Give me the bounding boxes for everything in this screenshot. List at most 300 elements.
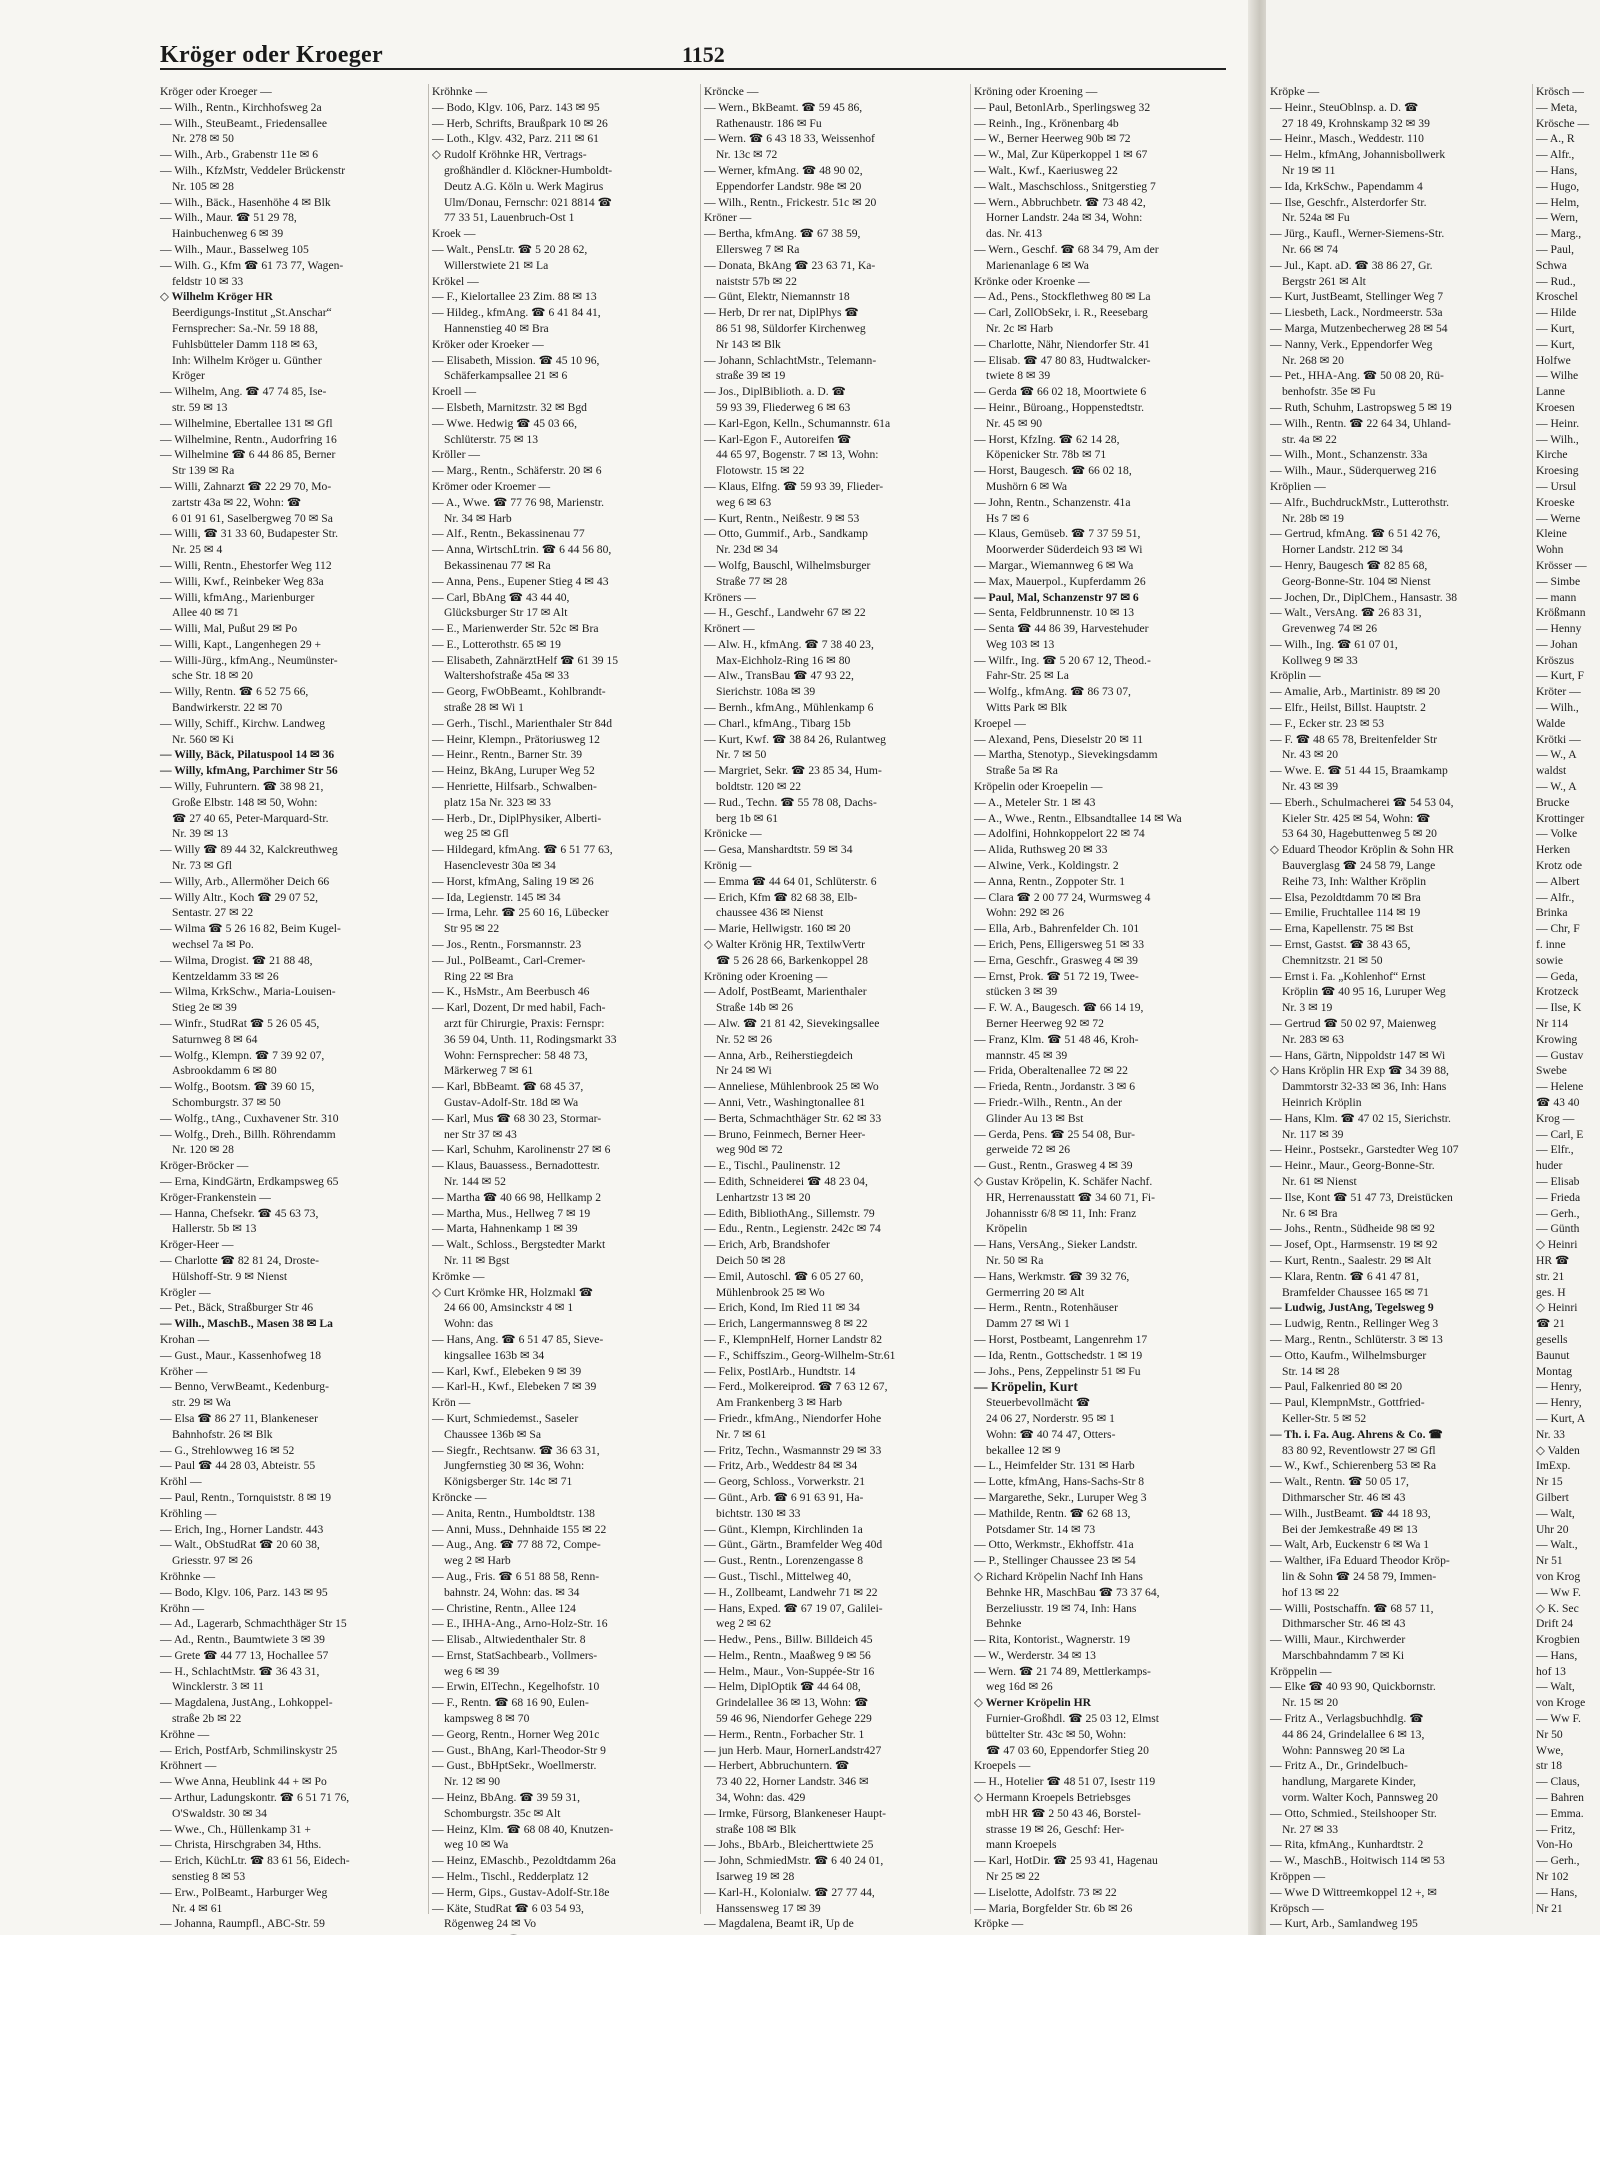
directory-entry: Von-Ho <box>1536 1838 1573 1852</box>
directory-entry: — Aug., Ang. ☎ 77 88 72, Compe- <box>432 1538 601 1552</box>
directory-entry: ◇ K. Sec <box>1536 1601 1579 1615</box>
directory-entry: — Wwe. E. ☎ 51 44 15, Braamkamp <box>1270 764 1448 778</box>
directory-entry: — Kurt, <box>1536 321 1575 335</box>
directory-entry: — Marie, Hellwigstr. 160 ✉ 20 <box>704 922 851 936</box>
entry-continuation: 24 66 00, Amsinckstr 4 ✉ 1 <box>444 1301 574 1315</box>
page-header <box>160 38 1226 70</box>
directory-entry: — Willi, Postschaffn. ☎ 68 57 11, <box>1270 1601 1434 1615</box>
directory-entry: — Clara ☎ 2 00 77 24, Wurmsweg 4 <box>974 890 1151 904</box>
directory-entry: Krösser — <box>1536 558 1587 572</box>
directory-entry: — Wolfg., tAng., Cuxhavener Str. 310 <box>160 1111 339 1125</box>
directory-entry: Schwa <box>1536 258 1567 272</box>
entry-continuation: benhofstr. 35e ✉ Fu <box>1282 385 1376 399</box>
directory-entry: — Ernst, StatSachbearb., Vollmers- <box>432 1648 598 1662</box>
entry-continuation: Moorwerder Süderdeich 93 ✉ Wi <box>986 543 1143 557</box>
directory-entry: — Walt, Arb, Euckenstr 6 ✉ Wa 1 <box>1270 1538 1430 1552</box>
directory-entry: Nr. 33 <box>1536 1427 1565 1441</box>
directory-entry: — Josef, Opt., Harmsenstr. 19 ✉ 92 <box>1270 1238 1438 1252</box>
directory-entry: — Georg, FwObBeamt., Kohlbrandt- <box>432 685 606 699</box>
directory-entry: Kröppen — <box>1270 1870 1326 1884</box>
directory-entry: — Mathilde, Rentn. ☎ 62 68 13, <box>974 1506 1131 1520</box>
entry-continuation: Reihe 73, Inh: Walther Kröplin <box>1282 874 1427 888</box>
directory-entry: — Gustav <box>1536 1048 1584 1062</box>
directory-entry: Kröhnke — <box>432 85 488 98</box>
directory-entry: — Amalie, Arb., Martinistr. 89 ✉ 20 <box>1270 685 1441 699</box>
directory-entry: — Anna, WirtschLtrin. ☎ 6 44 56 80, <box>432 543 612 557</box>
directory-entry: — P., Stellinger Chaussee 23 ✉ 54 <box>974 1554 1136 1568</box>
directory-column-3 <box>704 84 965 1931</box>
directory-entry: Kroschel <box>1536 290 1578 304</box>
directory-entry: — Loth., Klgv. 432, Parz. 211 ✉ 61 <box>432 132 599 146</box>
directory-entry: — Johanna, Raumpfl., ABC-Str. 59 <box>160 1917 325 1931</box>
directory-entry: Nr 21 <box>1536 1901 1563 1915</box>
directory-entry: — Alw. H., kfmAng. ☎ 7 38 40 23, <box>704 637 874 651</box>
directory-entry: — Maria, Borgfelder Str. 6b ✉ 26 <box>974 1901 1133 1915</box>
entry-continuation: Inh: Wilhelm Kröger u. Günther <box>172 353 322 367</box>
entry-continuation: Str 95 ✉ 22 <box>444 922 500 936</box>
directory-entry: — Horst, Postbeamt, Langenrehm 17 <box>974 1332 1148 1346</box>
directory-entry: — Wilhelmine, Ebertallee 131 ✉ Gfl <box>160 416 333 430</box>
directory-entry: — Willi, Rentn., Ehestorfer Weg 112 <box>160 558 332 572</box>
entry-continuation: Nr. 34 ✉ Harb <box>444 511 512 525</box>
directory-entry: Brucke <box>1536 795 1570 809</box>
directory-entry: — Willi, Maur., Kirchwerder <box>1270 1633 1406 1647</box>
directory-entry: — John, Rentn., Schanzenstr. 41a <box>974 495 1131 509</box>
directory-column-5 <box>1270 84 1528 1931</box>
directory-entry: — Heinr., Postsekr., Garstedter Weg 107 <box>1270 1143 1459 1157</box>
directory-entry: Kröppelin — <box>1270 1664 1332 1678</box>
directory-entry: — Elfr., <box>1536 1143 1574 1157</box>
directory-entry: — Helm., kfmAng, Johannisbollwerk <box>1270 148 1446 162</box>
entry-continuation: 44 65 97, Bogenstr. 7 ✉ 13, Wohn: <box>716 448 879 462</box>
directory-entry: — Ludwig, Rentn., Rellinger Weg 3 <box>1270 1317 1439 1331</box>
directory-entry: — Heinr., Rentn., Barner Str. 39 <box>432 748 583 762</box>
directory-entry: — Walt., <box>1536 1538 1578 1552</box>
directory-entry: — Heinz, EMaschb., Pezoldtdamm 26a <box>432 1854 616 1868</box>
directory-entry: — Wilma ☎ 5 26 16 82, Beim Kugel- <box>160 922 341 936</box>
directory-entry: Kröpke — <box>1270 85 1320 98</box>
directory-entry: Kroepels — <box>974 1759 1031 1773</box>
directory-entry: Krösche — <box>1536 116 1590 130</box>
directory-entry: — Ww F. <box>1536 1585 1581 1599</box>
directory-entry: — Fritz, <box>1536 1822 1576 1836</box>
directory-entry: Nr 50 <box>1536 1727 1563 1741</box>
directory-entry: Kröncke — <box>704 85 759 98</box>
directory-entry: — Wilh., Mont., Schanzenstr. 33a <box>1270 448 1428 462</box>
directory-entry: Krösch — <box>1536 85 1584 98</box>
directory-entry: — Heinr., Masch., Weddestr. 110 <box>1270 132 1424 146</box>
directory-entry: Kröpelin oder Kroepelin — <box>974 780 1103 794</box>
directory-entry: Kroepel — <box>974 716 1026 730</box>
directory-entry: — Hans, Exped. ☎ 67 19 07, Galilei- <box>704 1601 883 1615</box>
directory-entry: — Elsbeth, Marnitzstr. 32 ✉ Bgd <box>432 400 587 414</box>
entry-continuation: Saturnweg 8 ✉ 64 <box>172 1032 258 1046</box>
entry-continuation: Isarweg 19 ✉ 28 <box>716 1870 795 1884</box>
directory-entry: — Wilh., <box>1536 432 1579 446</box>
entry-continuation: Chaussee 136b ✉ Sa <box>444 1427 541 1441</box>
entry-continuation: Fernsprecher: Sa.-Nr. 59 18 88, <box>172 321 318 335</box>
directory-entry: — Wwe D Wittreemkoppel 12 +, ✉ <box>1270 1885 1438 1899</box>
directory-entry: — Erna, KindGärtn, Erdkampsweg 65 <box>160 1174 339 1188</box>
directory-entry: — Frieda <box>1536 1190 1581 1204</box>
directory-entry: — Willi, Mal, Pußut 29 ✉ Po <box>160 622 298 636</box>
directory-entry: Kröhn — <box>160 1601 205 1615</box>
directory-entry: — Willy, Fuhruntern. ☎ 38 98 21, <box>160 780 324 794</box>
directory-entry: — Ww F. <box>1536 1712 1581 1726</box>
entry-continuation: Fuhlsbütteler Damm 118 ✉ 63, <box>172 337 318 351</box>
entry-continuation: Nr. 4 ✉ 61 <box>172 1901 223 1915</box>
directory-entry: f. inne <box>1536 938 1566 952</box>
entry-continuation: Kentzeldamm 33 ✉ 26 <box>172 969 279 983</box>
entry-continuation: Nr 24 ✉ Wi <box>716 1064 772 1078</box>
directory-entry: Kröpsch — <box>1270 1901 1324 1915</box>
entry-continuation: Nr. 7 ✉ 61 <box>716 1427 767 1441</box>
directory-entry: — Willy, Arb., Allermöher Deich 66 <box>160 874 330 888</box>
directory-entry: — Johann, SchlachtMstr., Telemann- <box>704 353 877 367</box>
entry-continuation: Berzeliusstr. 19 ✉ 74, Inh: Hans <box>986 1601 1137 1615</box>
directory-entry: — Willy ☎ 89 44 32, Kalckreuthweg <box>160 843 338 857</box>
entry-continuation: Flotowstr. 15 ✉ 22 <box>716 464 805 478</box>
directory-entry: — Gertrud, kfmAng. ☎ 6 51 42 76, <box>1270 527 1441 541</box>
directory-entry: — Ilse, Geschfr., Alsterdorfer Str. <box>1270 195 1427 209</box>
entry-continuation: ner Str 37 ✉ 43 <box>444 1127 517 1141</box>
entry-continuation: 73 40 22, Horner Landstr. 346 ✉ <box>716 1775 869 1789</box>
directory-entry: — Marg., <box>1536 227 1582 241</box>
entry-continuation: Asbrookdamm 6 ✉ 80 <box>172 1064 277 1078</box>
directory-entry: — Horst, kfmAng, Saling 19 ✉ 26 <box>432 874 594 888</box>
entry-continuation: Nr. 11 ✉ Bgst <box>444 1253 510 1267</box>
directory-column-6 <box>1536 84 1600 1914</box>
directory-entry: — Arthur, Ladungskontr. ☎ 6 51 71 76, <box>160 1791 350 1805</box>
entry-continuation: platz 15a Nr. 323 ✉ 33 <box>444 795 551 809</box>
entry-continuation: Nr. 6 ✉ Bra <box>1282 1206 1338 1220</box>
directory-entry: — Gust., Maur., Kassenhofweg 18 <box>160 1348 322 1362</box>
entry-continuation: Nr. 7 ✉ 50 <box>716 748 767 762</box>
directory-entry: Nr 102 <box>1536 1870 1569 1884</box>
directory-entry: — Henriette, Hilfsarb., Schwalben- <box>432 780 597 794</box>
directory-entry: Krog — <box>1536 1111 1575 1125</box>
directory-entry: — Wilh., KfzMstr, Veddeler Brückenstr <box>160 163 346 177</box>
directory-entry: — Helm, DiplOptik ☎ 44 64 08, <box>704 1680 861 1694</box>
directory-entry: — Käte, StudRat ☎ 6 03 54 93, <box>432 1901 584 1915</box>
directory-entry: — Christa, Hirschgraben 34, Hths. <box>160 1838 322 1852</box>
entry-continuation: 59 93 39, Fliederweg 6 ✉ 63 <box>716 400 851 414</box>
entry-continuation: Nr. 45 ✉ 90 <box>986 416 1043 430</box>
directory-entry: — Wern. ☎ 6 43 18 33, Weissenhof <box>704 132 875 146</box>
directory-entry: — Wolfg., Klempn. ☎ 7 39 92 07, <box>160 1048 325 1062</box>
directory-entry: — Martha, Mus., Hellweg 7 ✉ 19 <box>432 1206 591 1220</box>
entry-continuation: str. 59 ✉ 13 <box>172 400 228 414</box>
directory-entry: — Günt, Elektr, Niemannstr 18 <box>704 290 850 304</box>
directory-entry: Kroek — <box>432 227 476 241</box>
directory-entry: — Kurt, Rentn., Saalestr. 29 ✉ Alt <box>1270 1253 1432 1267</box>
directory-entry: — Klaus, Bauassess., Bernadottestr. <box>432 1159 600 1173</box>
directory-entry: — Wern., Abbruchbetr. ☎ 73 48 42, <box>974 195 1146 209</box>
directory-entry: ◇ Richard Kröpelin Nachf Inh Hans <box>974 1569 1143 1583</box>
directory-entry: — Christine, Rentn., Allee 124 <box>432 1601 576 1615</box>
entry-continuation: Bramfelder Chaussee 165 ✉ 71 <box>1282 1285 1429 1299</box>
entry-continuation: Weg 103 ✉ 13 <box>986 637 1055 651</box>
entry-continuation: weg 90d ✉ 72 <box>716 1143 783 1157</box>
directory-entry: ◇ Curt Krömke HR, Holzmakl ☎ <box>432 1285 594 1299</box>
directory-entry: — Bodo, Klgv. 106, Parz. 143 ✉ 95 <box>160 1585 328 1599</box>
entry-continuation: str. 29 ✉ Wa <box>172 1396 231 1410</box>
directory-entry: — F., KlempnHelf, Horner Landstr 82 <box>704 1332 883 1346</box>
directory-entry: — Paul, BetonlArb., Sperlingsweg 32 <box>974 100 1151 114</box>
directory-entry: — Paul, Falkenried 80 ✉ 20 <box>1270 1380 1403 1394</box>
entry-continuation: Georg-Bonne-Str. 104 ✉ Nienst <box>1282 574 1431 588</box>
entry-continuation: mannstr. 45 ✉ 39 <box>986 1048 1068 1062</box>
directory-entry: — Wilh., Maur., Basselweg 105 <box>160 242 309 256</box>
directory-entry: — Kurt, <box>1536 337 1575 351</box>
directory-entry: — Karl-H., Kwf., Elebeken 7 ✉ 39 <box>432 1380 597 1394</box>
directory-entry: Krohan — <box>160 1332 210 1346</box>
directory-entry: — Berta, Schmachthäger Str. 62 ✉ 33 <box>704 1111 882 1125</box>
directory-entry: Kröning oder Kroening — <box>974 85 1098 98</box>
entry-continuation: handlung, Margarete Kinder, <box>1282 1775 1416 1789</box>
directory-entry: Kröger-Frankenstein — <box>160 1190 271 1204</box>
entry-continuation: Sierichstr. 108a ✉ 39 <box>716 685 816 699</box>
entry-continuation: Nr. 2c ✉ Harb <box>986 321 1054 335</box>
directory-entry: — L., Heimfelder Str. 131 ✉ Harb <box>974 1459 1135 1473</box>
directory-entry: ges. H <box>1536 1285 1566 1299</box>
directory-entry: — Willi, kfmAng., Marienburger <box>160 590 315 604</box>
entry-continuation: HR, Herrenausstatt ☎ 34 60 71, Fi- <box>986 1190 1156 1204</box>
entry-continuation: Nr. 3 ✉ 19 <box>1282 1001 1333 1015</box>
directory-entry: — Erich, Kfm ☎ 82 68 38, Elb- <box>704 890 858 904</box>
directory-entry: — Wilhe <box>1536 369 1579 383</box>
column-divider <box>1532 84 1533 1914</box>
directory-entry: — Charl., kfmAng., Tibarg 15b <box>704 716 851 730</box>
directory-entry: — Ella, Arb., Bahrenfelder Ch. 101 <box>974 922 1140 936</box>
directory-entry: — F., Rentn. ☎ 68 16 90, Eulen- <box>432 1696 589 1710</box>
directory-entry: — Georg, Schloss., Vorwerkstr. 21 <box>704 1475 866 1489</box>
entry-continuation: Nr. 66 ✉ 74 <box>1282 242 1339 256</box>
entry-continuation: Nr. 43 ✉ 20 <box>1282 748 1339 762</box>
directory-entry: Kröher — <box>160 1364 208 1378</box>
directory-entry: — Horst, Baugesch. ☎ 66 02 18, <box>974 464 1132 478</box>
directory-entry: — Ilse, Kont ☎ 51 47 73, Dreistücken <box>1270 1190 1453 1204</box>
directory-entry: — Edu., Rentn., Legienstr. 242c ✉ 74 <box>704 1222 881 1236</box>
directory-entry: — Walt., Schloss., Bergstedter Markt <box>432 1238 606 1252</box>
entry-continuation: weg 2 ✉ Harb <box>444 1554 511 1568</box>
directory-entry: Walde <box>1536 716 1566 730</box>
entry-continuation: 24 06 27, Norderstr. 95 ✉ 1 <box>986 1411 1115 1425</box>
directory-entry: — Margarethe, Sekr., Luruper Weg 3 <box>974 1490 1147 1504</box>
entry-continuation: Str 139 ✉ Ra <box>172 464 235 478</box>
entry-continuation: Damm 27 ✉ Wi 1 <box>986 1317 1070 1331</box>
entry-continuation: Mushörn 6 ✉ Wa <box>986 479 1068 493</box>
entry-continuation: weg 2 ✉ 62 <box>716 1617 772 1631</box>
entry-continuation: sche Str. 18 ✉ 20 <box>172 669 253 683</box>
directory-entry: — Anna, Rentn., Zoppoter Str. 1 <box>974 874 1126 888</box>
directory-entry: — F., Schiffszim., Georg-Wilhelm-Str.61 <box>704 1348 896 1362</box>
directory-entry: Kröpke — <box>974 1917 1024 1931</box>
entry-continuation: Heinrich Kröplin <box>1282 1096 1362 1109</box>
directory-entry: — Paul, Rentn., Tornquiststr. 8 ✉ 19 <box>160 1490 332 1504</box>
directory-entry: — Siegfr., Rechtsanw. ☎ 36 63 31, <box>432 1443 600 1457</box>
entry-continuation: Schomburgstr. 37 ✉ 50 <box>172 1096 281 1109</box>
directory-entry: — W., Kwf., Schierenberg 53 ✉ Ra <box>1270 1459 1436 1473</box>
directory-entry: — Johs., Rentn., Südheide 98 ✉ 92 <box>1270 1222 1435 1236</box>
directory-entry: — Walt, <box>1536 1680 1575 1694</box>
directory-entry: — Ferd., Molkereiprod. ☎ 7 63 12 67, <box>704 1380 888 1394</box>
directory-entry: — Gerh., Tischl., Marienthaler Str 84d <box>432 716 613 730</box>
directory-entry: — H., Hotelier ☎ 48 51 07, Isestr 119 <box>974 1775 1156 1789</box>
directory-entry: Drift 24 <box>1536 1617 1574 1631</box>
directory-entry: — Marg., Rentn., Schäferstr. 20 ✉ 6 <box>432 464 602 478</box>
directory-entry: — Klara, Rentn. ☎ 6 41 47 81, <box>1270 1269 1420 1283</box>
entry-continuation: Ulm/Donau, Fernschr: 021 8814 ☎ <box>444 195 613 209</box>
directory-entry: — Paul, KlempnMstr., Gottfried- <box>1270 1396 1425 1410</box>
directory-entry: — Adolf, PostBeamt, Marienthaler <box>704 985 867 999</box>
directory-entry: von Kroge <box>1536 1696 1586 1710</box>
directory-entry: — Otto, Werkmstr., Ekhoffstr. 41a <box>974 1538 1134 1552</box>
directory-entry: — K., HsMstr., Am Beerbusch 46 <box>432 985 590 999</box>
entry-continuation: Marschbahndamm 7 ✉ Ki <box>1282 1648 1405 1662</box>
directory-entry: — Senta, Feldbrunnenstr. 10 ✉ 13 <box>974 606 1135 620</box>
directory-entry: — Henry, Baugesch ☎ 82 85 68, <box>1270 558 1428 572</box>
directory-entry: — Bodo, Klgv. 106, Parz. 143 ✉ 95 <box>432 100 600 114</box>
directory-entry: — Gust., Rentn., Grasweg 4 ✉ 39 <box>974 1159 1133 1173</box>
directory-entry: — Walt., PensLtr. ☎ 5 20 28 62, <box>432 242 588 256</box>
directory-entry: — E., Marienwerder Str. 52c ✉ Bra <box>432 622 599 636</box>
directory-entry: — Magdalena, JustAng., Lohkoppel- <box>160 1696 333 1710</box>
directory-entry: — Erna, Kapellenstr. 75 ✉ Bst <box>1270 922 1414 936</box>
entry-continuation: stücken 3 ✉ 39 <box>986 985 1058 999</box>
directory-entry: — Wilfr., Ing. ☎ 5 20 67 12, Theod.- <box>974 653 1151 667</box>
directory-entry: — Elisabeth, ZahnärztHelf ☎ 61 39 15 <box>432 653 619 667</box>
directory-entry: — Magdalena, Beamt iR, Up de <box>704 1917 854 1931</box>
entry-continuation: weg 10 ✉ Wa <box>444 1838 509 1852</box>
directory-entry: — Wilh., JustBeamt. ☎ 44 18 93, <box>1270 1506 1431 1520</box>
directory-entry: — Max, Mauerpol., Kupferdamm 26 <box>974 574 1146 588</box>
directory-entry: Nr 15 <box>1536 1475 1563 1489</box>
directory-entry: — Karl, BbBeamt. ☎ 68 45 37, <box>432 1080 584 1094</box>
directory-entry: — Nanny, Verk., Eppendorfer Weg <box>1270 337 1433 351</box>
entry-continuation: Wohn: Pannsweg 20 ✉ La <box>1282 1743 1405 1757</box>
directory-entry: Wwe, <box>1536 1743 1564 1757</box>
directory-entry: — Erw., PolBeamt., Harburger Weg <box>160 1885 328 1899</box>
entry-continuation: berg 1b ✉ 61 <box>716 811 778 825</box>
entry-continuation: mbH HR ☎ 2 50 43 46, Borstel- <box>986 1806 1141 1820</box>
directory-entry: Krönicke — <box>704 827 762 841</box>
directory-entry: Lanne <box>1536 385 1565 399</box>
directory-entry: — Wwe. Hedwig ☎ 45 03 66, <box>432 416 577 430</box>
directory-entry: — Volke <box>1536 827 1578 841</box>
directory-entry: Swebe <box>1536 1064 1567 1078</box>
directory-entry: — Wern. ☎ 21 74 89, Mettlerkamps- <box>974 1664 1151 1678</box>
entry-continuation: Märkerweg 7 ✉ 61 <box>444 1064 534 1078</box>
directory-entry: — Liselotte, Adolfstr. 73 ✉ 22 <box>974 1885 1117 1899</box>
directory-entry: — Alfr., <box>1536 890 1575 904</box>
directory-entry: Krön — <box>432 1396 471 1410</box>
directory-entry: Krowing <box>1536 1032 1578 1046</box>
directory-entry: — Gerh., <box>1536 1206 1580 1220</box>
directory-entry: — Hildegard, kfmAng. ☎ 6 51 77 63, <box>432 843 613 857</box>
directory-entry: — Günt., Klempn, Kirchlinden 1a <box>704 1522 863 1536</box>
entry-continuation: Köpenicker Str. 78b ✉ 71 <box>986 448 1107 462</box>
directory-entry: Uhr 20 <box>1536 1522 1569 1536</box>
directory-entry: — Wern, <box>1536 211 1578 225</box>
entry-continuation: Ellersweg 7 ✉ Ra <box>716 242 800 256</box>
directory-entry: — Willi, Zahnarzt ☎ 22 29 70, Mo- <box>160 479 332 493</box>
entry-continuation: Allee 40 ✉ 71 <box>172 606 239 620</box>
directory-entry: — Ruth, Schuhm, Lastropsweg 5 ✉ 19 <box>1270 400 1452 414</box>
directory-entry: — Eberh., Schulmacherei ☎ 54 53 04, <box>1270 795 1454 809</box>
entry-continuation: Nr 143 ✉ Blk <box>716 337 781 351</box>
entry-continuation: 36 59 04, Unth. 11, Rodingsmarkt 33 <box>444 1032 617 1046</box>
directory-entry: — Carl, BbAng ☎ 43 44 40, <box>432 590 570 604</box>
directory-entry: ◇ Hermann Kroepels Betriebsges <box>974 1791 1131 1805</box>
directory-entry: — Senta ☎ 44 86 39, Harvestehuder <box>974 622 1149 636</box>
directory-entry: — Anni, Vetr., Washingtonallee 81 <box>704 1096 866 1109</box>
directory-entry: — Gust., BbHptSekr., Woellmerstr. <box>432 1759 597 1773</box>
entry-continuation: straße 28 ✉ Wi 1 <box>444 701 524 715</box>
directory-entry: — Rita, Kontorist., Wagnerstr. 19 <box>974 1633 1130 1647</box>
directory-entry: — Helm., Tischl., Redderplatz 12 <box>432 1870 589 1884</box>
entry-continuation: Nr. 15 ✉ 20 <box>1282 1696 1339 1710</box>
directory-entry: — Erich, Ing., Horner Landstr. 443 <box>160 1522 324 1536</box>
directory-entry: — Charlotte, Nähr, Niendorfer Str. 41 <box>974 337 1150 351</box>
entry-continuation: Glücksburger Str 17 ✉ Alt <box>444 606 568 620</box>
entry-continuation: Bandwirkerstr. 22 ✉ 70 <box>172 701 283 715</box>
directory-entry: — Jos., DiplBiblioth. a. D. ☎ <box>704 385 846 399</box>
directory-entry: — Alfr., <box>1536 148 1575 162</box>
directory-entry: — Werne <box>1536 511 1581 525</box>
directory-entry: — Albert <box>1536 874 1580 888</box>
directory-entry: — Marg., Rentn., Schlüterstr. 3 ✉ 13 <box>1270 1332 1443 1346</box>
entry-continuation: Rögenweg 24 ✉ Vo <box>444 1917 537 1931</box>
directory-entry: — Klaus, Elfng. ☎ 59 93 39, Flieder- <box>704 479 884 493</box>
entry-continuation: Kröger <box>172 369 205 383</box>
directory-entry: Kröger-Heer — <box>160 1238 234 1252</box>
directory-entry: — Heinr, Klempn., Prätoriusweg 12 <box>432 732 600 746</box>
directory-entry: — Johs., BbArb., Bleicherttwiete 25 <box>704 1838 874 1852</box>
entry-continuation: Schlüterstr. 75 ✉ 13 <box>444 432 539 446</box>
directory-entry: — Heinr., Büroang., Hoppenstedtstr. <box>974 400 1145 414</box>
entry-continuation: chaussee 436 ✉ Nienst <box>716 906 824 920</box>
directory-entry: — Donata, BkAng ☎ 23 63 71, Ka- <box>704 258 876 272</box>
directory-entry: — Hans, Werkmstr. ☎ 39 32 76, <box>974 1269 1130 1283</box>
entry-continuation: Chemnitzstr. 21 ✉ 50 <box>1282 953 1383 967</box>
entry-continuation: Bekassinenau 77 ✉ Ra <box>444 558 551 572</box>
directory-entry: — Henry, <box>1536 1380 1582 1394</box>
entry-continuation: Schäferkampsallee 21 ✉ 6 <box>444 369 568 383</box>
entry-continuation: O'Swaldstr. 30 ✉ 34 <box>172 1806 267 1820</box>
entry-continuation: Stieg 2e ✉ 39 <box>172 1001 237 1015</box>
entry-continuation: Berner Heerweg 92 ✉ 72 <box>986 1017 1104 1031</box>
entry-continuation: Keller-Str. 5 ✉ 52 <box>1282 1411 1367 1425</box>
directory-entry: — Rud., Techn. ☎ 55 78 08, Dachs- <box>704 795 877 809</box>
directory-entry: — Bahren <box>1536 1791 1584 1805</box>
entry-continuation: Nr. 105 ✉ 28 <box>172 179 234 193</box>
entry-continuation: Wincklerstr. 3 ✉ 11 <box>172 1680 264 1694</box>
entry-continuation: Nr 19 ✉ 11 <box>1282 163 1336 177</box>
entry-continuation: Nr. 28b ✉ 19 <box>1282 511 1344 525</box>
directory-entry: — Gust., Tischl., Mittelweg 40, <box>704 1569 852 1583</box>
directory-entry: gesells <box>1536 1332 1568 1346</box>
directory-entry: — Helene <box>1536 1080 1584 1094</box>
directory-entry: — Wilh. G., Kfm ☎ 61 73 77, Wagen- <box>160 258 344 272</box>
directory-entry: — Adolfini, Hohnkoppelort 22 ✉ 74 <box>974 827 1145 841</box>
scan-margin <box>0 1935 1600 2177</box>
directory-entry: — Kurt, A <box>1536 1411 1586 1425</box>
entry-continuation: Horner Landstr. 24a ✉ 34, Wohn: <box>986 211 1143 225</box>
directory-entry: — Henny <box>1536 622 1582 636</box>
directory-entry: — Paul, Mal, Schanzenstr 97 ✉ 6 <box>974 590 1139 604</box>
entry-continuation: Nr. 560 ✉ Ki <box>172 732 234 746</box>
